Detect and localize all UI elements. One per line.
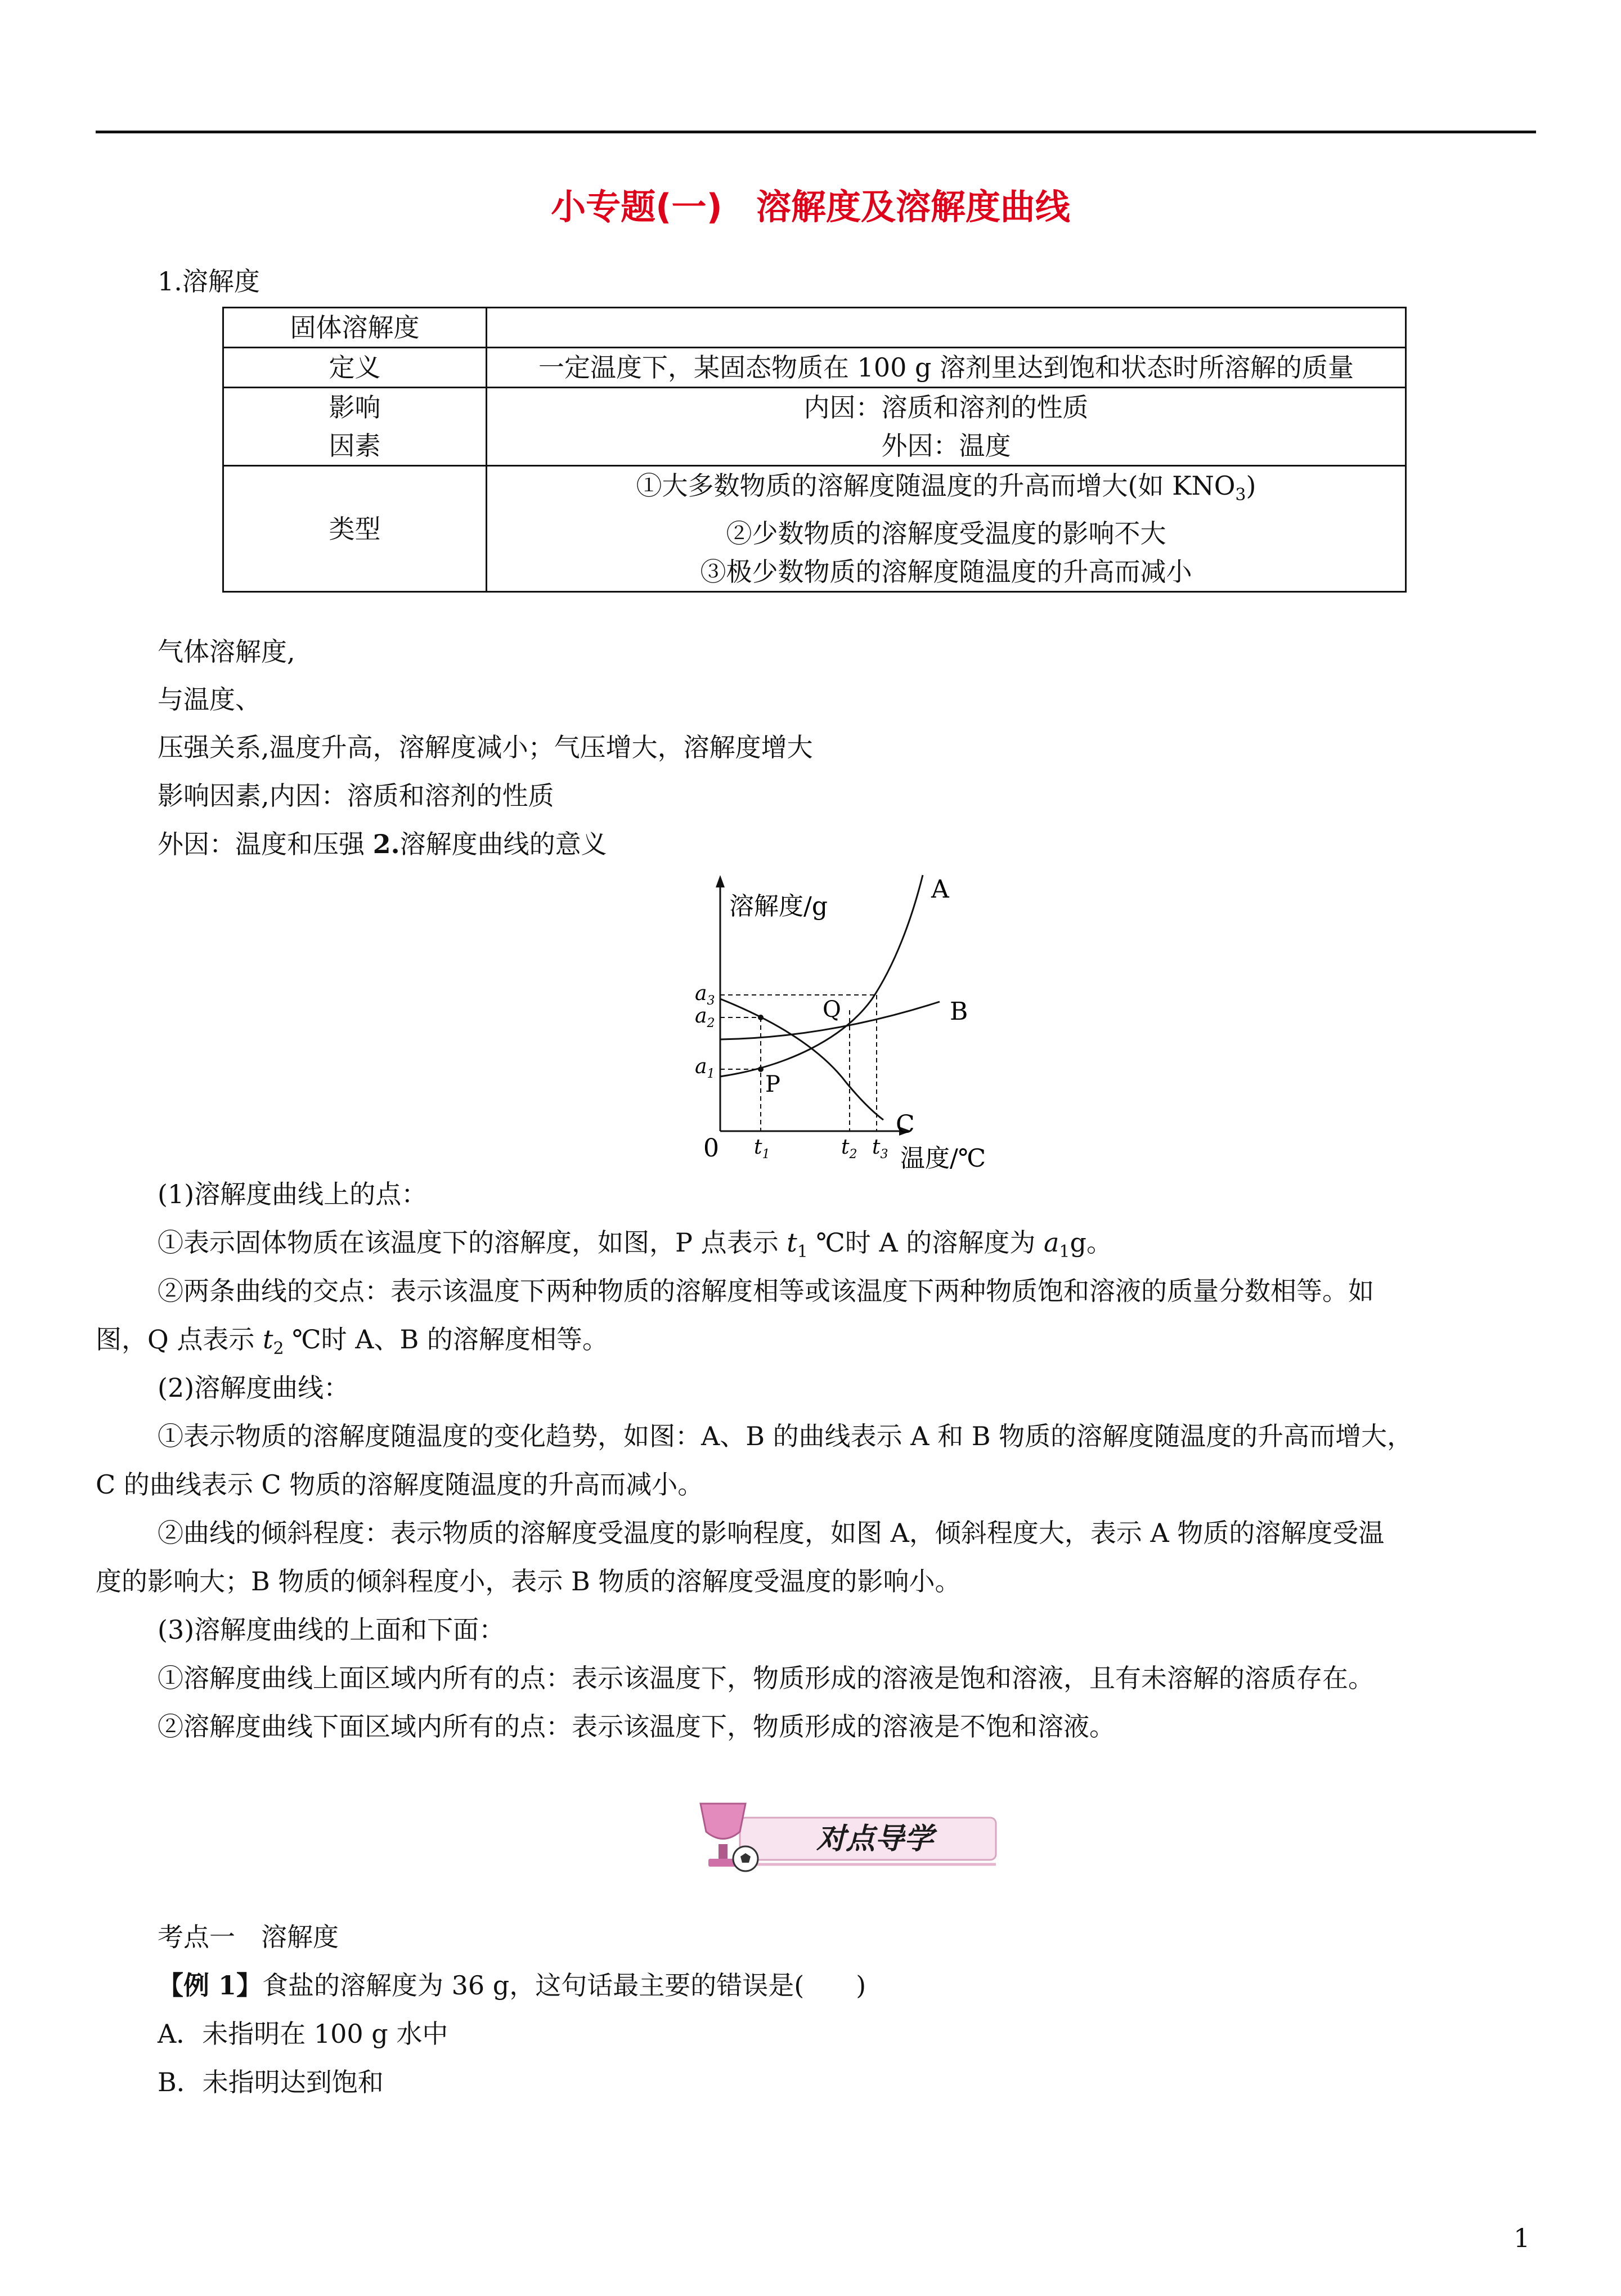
- page-title: [0, 179, 1621, 229]
- solubility-curve-diagram: [675, 869, 1013, 1173]
- point-q-label: Q: [823, 997, 841, 1023]
- types-content: [487, 466, 1406, 592]
- meaning-3-heading: (3)溶解度曲线的上面和下面：: [158, 1615, 505, 1645]
- table-row: [223, 466, 1406, 592]
- tick-a2: $a_2$: [695, 1004, 715, 1030]
- factors-label-line-2: 因素: [329, 430, 381, 461]
- page-number: 1: [1514, 2223, 1530, 2253]
- badge-text: 对点导学: [816, 1822, 934, 1856]
- definition-text: 一定温度下，某固态物质在 100 g 溶剂里达到饱和状态时所溶解的质量: [487, 348, 1406, 388]
- factors-label-line-1: 影响: [329, 392, 381, 423]
- option-b: B．未指明达到饱和: [158, 2067, 384, 2097]
- solubility-table: [222, 307, 1407, 593]
- gas-line-2: 与温度、: [158, 684, 261, 715]
- section-1-heading: 1.溶解度: [158, 266, 260, 297]
- factor-internal: 内因：溶质和溶剂的性质: [803, 392, 1089, 423]
- header-rule: [96, 131, 1536, 133]
- gas-line-1: 气体溶解度,: [158, 636, 295, 667]
- x-axis-label: 温度/℃: [900, 1144, 986, 1173]
- y-axis-label: 溶解度/g: [729, 892, 828, 921]
- example-1: 【例 1】食盐的溶解度为 36 g，这句话最主要的错误是( ): [158, 1970, 866, 2001]
- curve-a-label: A: [931, 875, 949, 904]
- meaning-1-item-2-line-2: 图，Q 点表示 $t_2$ ℃时 A、B 的溶解度相等。: [96, 1324, 608, 1359]
- meaning-3-item-2: ②溶解度曲线下面区域内所有的点：表示该温度下，物质形成的溶液是不饱和溶液。: [158, 1711, 1115, 1742]
- y-axis-arrow-icon: [716, 875, 725, 887]
- table-row: [223, 388, 1406, 466]
- type-1: ①大多数物质的溶解度随温度的升高而增大(如 $KNO_3$): [636, 470, 1256, 505]
- meaning-2-item-1-line-2: C 的曲线表示 C 物质的溶解度随温度的升高而减小。: [96, 1469, 704, 1500]
- option-a: A．未指明在 100 g 水中: [158, 2019, 448, 2049]
- meaning-2-heading: (2)溶解度曲线：: [158, 1373, 350, 1403]
- gas-line-5: 外因：温度和压强 2.溶解度曲线的意义: [158, 829, 607, 859]
- tick-t1: $t_1$: [754, 1136, 770, 1162]
- tick-t2: $t_2$: [841, 1136, 857, 1162]
- title-part-1: 小专题(一): [551, 186, 722, 227]
- meaning-1-item-2-line-1: ②两条曲线的交点：表示该温度下两种物质的溶解度相等或该温度下两种物质饱和溶液的质量分数相等。如: [158, 1276, 1374, 1306]
- meaning-1-item-1: ①表示固体物质在该温度下的溶解度，如图，P 点表示 $t_1$ ℃时 A 的溶解度为 $a_1g$。: [158, 1227, 1112, 1262]
- tick-a1: $a_1$: [695, 1055, 715, 1081]
- table-row: [223, 348, 1406, 388]
- curve-c-label: C: [896, 1110, 915, 1139]
- table-header-cell: 固体溶解度: [223, 308, 487, 348]
- point-p-dot: [758, 1066, 764, 1072]
- type-2: ②少数物质的溶解度受温度的影响不大: [726, 518, 1166, 549]
- meaning-1-heading: (1)溶解度曲线上的点：: [158, 1179, 428, 1209]
- tick-t3: $t_3$: [872, 1136, 888, 1162]
- gas-line-3: 压强关系,温度升高，溶解度减小；气压增大，溶解度增大: [158, 732, 813, 763]
- gas-line-4: 影响因素,内因：溶质和溶剂的性质: [158, 781, 554, 811]
- factors-content: [487, 388, 1406, 466]
- exam-point: 考点一 溶解度: [158, 1922, 339, 1952]
- meaning-3-item-1: ①溶解度曲线上面区域内所有的点：表示该温度下，物质形成的溶液是饱和溶液，且有未溶解的溶质存在。: [158, 1663, 1374, 1693]
- meaning-2-item-2-line-1: ②曲线的倾斜程度：表示物质的溶解度受温度的影响程度，如图 A，倾斜程度大，表示 A 物质的溶解度受温: [158, 1518, 1385, 1548]
- section-badge: [684, 1792, 1004, 1882]
- factors-label: [223, 388, 487, 466]
- point-dot-a2: [758, 1015, 764, 1020]
- meaning-2-item-1-line-1: ①表示物质的溶解度随温度的变化趋势，如图：A、B 的曲线表示 A 和 B 物质的溶解度随温度的升高而增大，: [158, 1421, 1413, 1451]
- curve-b-label: B: [950, 997, 968, 1026]
- origin-label: 0: [703, 1134, 719, 1163]
- title-part-2: 溶解度及溶解度曲线: [756, 186, 1070, 227]
- tick-a3: $a_3$: [695, 982, 715, 1008]
- table-empty-cell: [487, 308, 1406, 348]
- definition-label: 定义: [223, 348, 487, 388]
- point-p-label: P: [765, 1071, 780, 1097]
- factor-external: 外因：温度: [881, 430, 1011, 461]
- type-3: ③极少数物质的溶解度随温度的升高而减小: [700, 557, 1192, 588]
- types-label: 类型: [223, 466, 487, 592]
- meaning-2-item-2-line-2: 度的影响大；B 物质的倾斜程度小，表示 B 物质的溶解度受温度的影响小。: [96, 1566, 961, 1597]
- table-row: [223, 308, 1406, 348]
